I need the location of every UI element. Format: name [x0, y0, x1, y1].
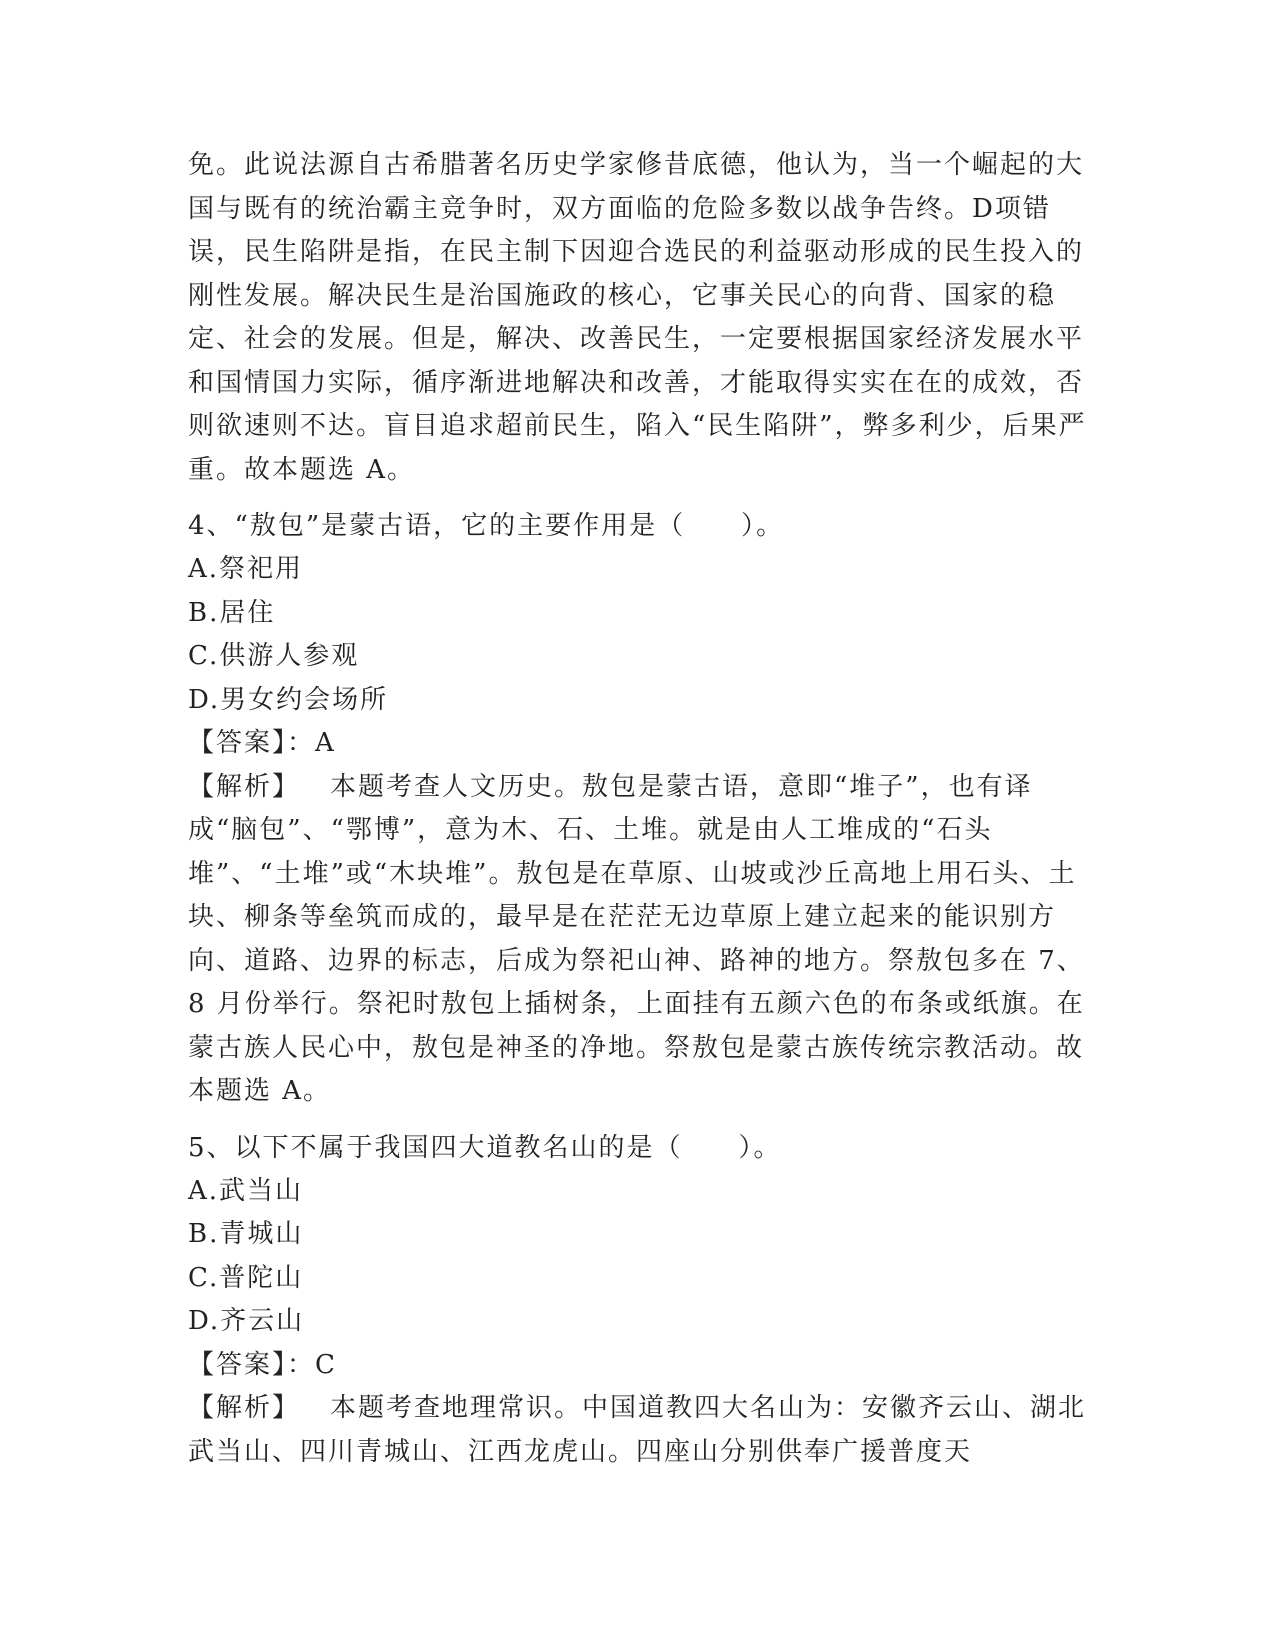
- question-title: 4、“敖包”是蒙古语，它的主要作用是（ ）。: [188, 511, 785, 541]
- analysis-paragraph: [188, 1387, 1088, 1474]
- analysis-paragraph: [188, 766, 1088, 1114]
- option-b: B.青城山: [188, 1219, 304, 1249]
- answer-line: [188, 1344, 1088, 1388]
- option-d: D.齐云山: [188, 1306, 305, 1336]
- question-5: [188, 1126, 1088, 1475]
- continuation-paragraph: 免。此说法源自古希腊著名历史学家修昔底德，他认为，当一个崛起的大国与既有的统治霸主竞争时，双方面临的危险多数以战争告终。D项错误，民生陷阱是指，在民主制下因迎合选民的利益驱动形成的民生投入的刚性发展。解决民生是治国施政的核心，它事关民心的向背、国家的稳定、社会的发展。但是，解决、改善民生，一定要根据国家经济发展水平和国情国力实际，循序渐进地解决和改善，才能取得实实在在的成效，否则欲速则不达。盲目追求超前民生，陷入“民生陷阱”，弊多利少，后果严重。故本题选 A。: [188, 150, 1087, 485]
- answer-line: [188, 722, 1088, 766]
- page-content: [188, 144, 1088, 1474]
- option-c: C.供游人参观: [188, 641, 360, 671]
- analysis-label: 【解析】: [188, 1393, 301, 1423]
- analysis-label: 【解析】: [188, 771, 301, 802]
- answer-value: C: [315, 1349, 337, 1380]
- answer-label: 【答案】：: [188, 728, 316, 758]
- analysis-text: 本题考查地理常识。中国道教四大名山为：安徽齐云山、湖北武当山、四川青城山、江西龙虎山。四座山分别供奉广援普度天: [188, 1393, 1087, 1467]
- analysis-text: 本题考查人文历史。敖包是蒙古语，意即“堆子”，也有译成“脑包”、“鄂博”，意为木、石、土堆。就是由人工堆成的“石头堆”、“土堆”或“木块堆”。敖包是在草原、山坡或沙丘高地上用石头、土块、柳条等垒筑而成的，最早是在茫茫无边草原上建立起来的能识别方向、道路、边界的标志，后成为祭祀山神、路神的地方。祭敖包多在 7、8 月份举行。祭祀时敖包上插树条，上面挂有五颜六色的布条或纸旗。在蒙古族人民心中，敖包是神圣的净地。祭敖包是蒙古族传统宗教活动。故本题选 A。: [188, 771, 1085, 1106]
- option-b: B.居住: [188, 597, 276, 628]
- option-c: C.普陀山: [188, 1262, 304, 1293]
- option-a: A.祭祀用: [188, 554, 304, 584]
- option-d: D.男女约会场所: [188, 684, 389, 715]
- question-title: 5、以下不属于我国四大道教名山的是（ ）。: [188, 1132, 782, 1163]
- option-a: A.武当山: [188, 1175, 304, 1206]
- answer-label: 【答案】：: [188, 1349, 316, 1380]
- answer-value: A: [315, 728, 336, 758]
- question-4: [188, 504, 1088, 1114]
